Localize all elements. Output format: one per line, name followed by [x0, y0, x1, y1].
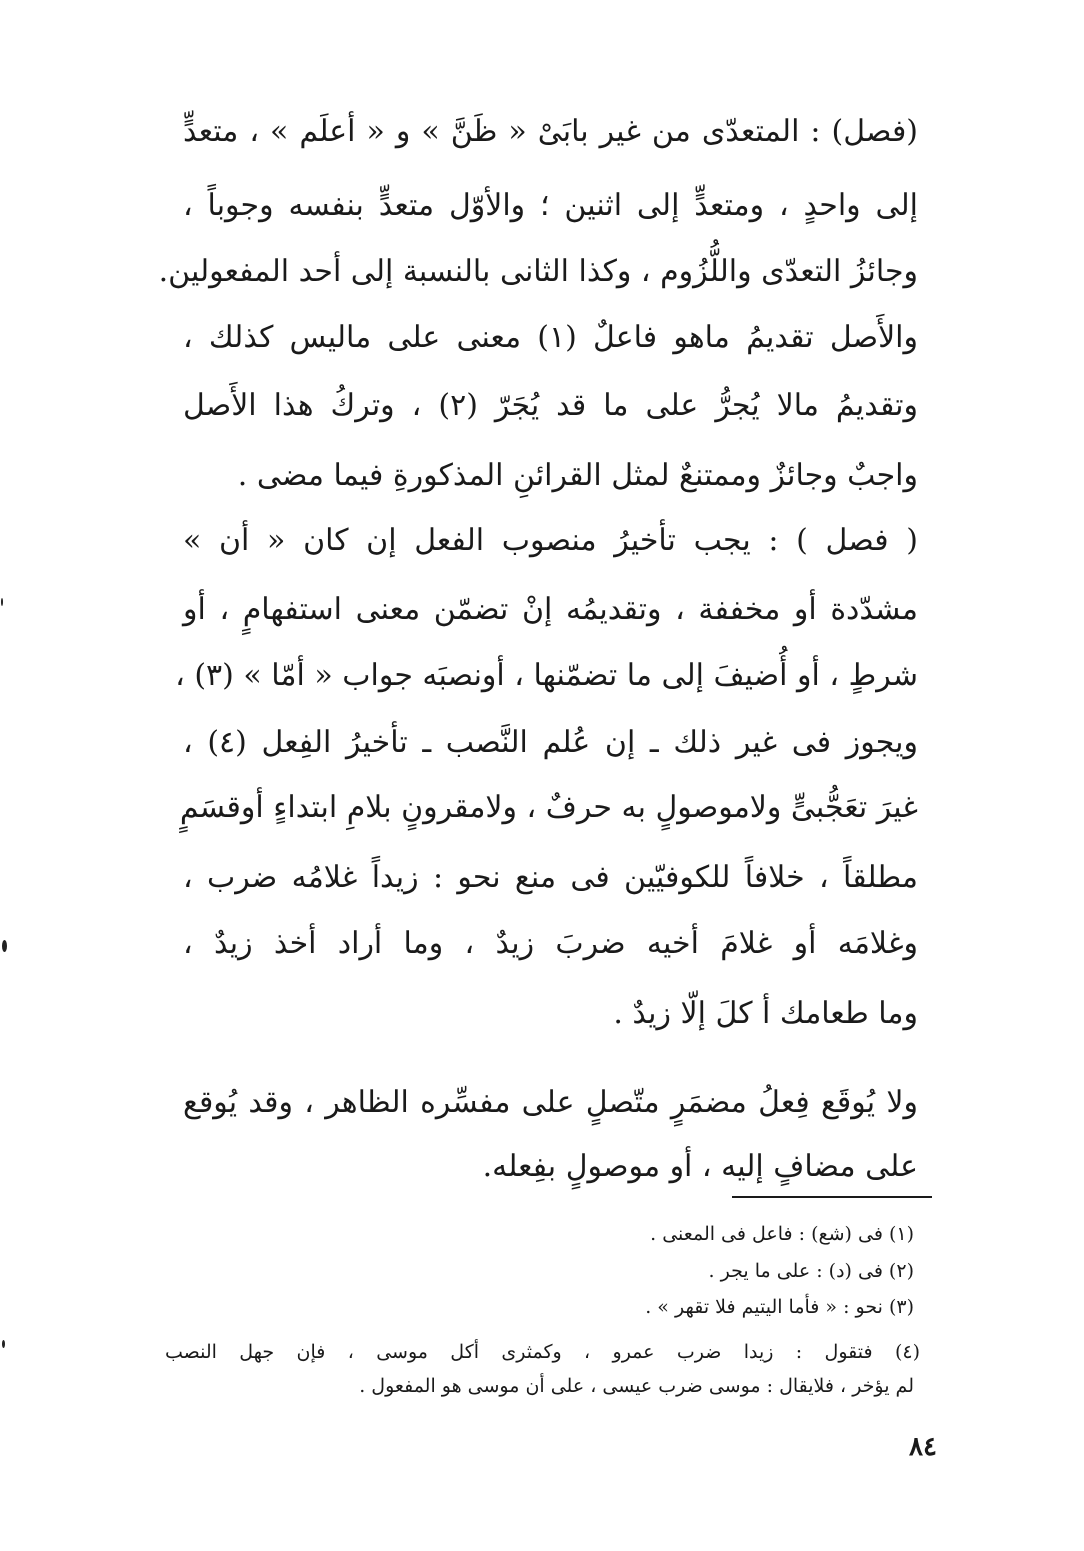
text-line-10: ويجوز فى غير ذلك ـ إن عُلم النَّصب ـ تأخيرُ الفِعل (٤) ، — [183, 725, 918, 760]
footnote-separator — [732, 1196, 932, 1198]
scan-mark — [2, 940, 7, 952]
footnote-3: (٣) نحو : « فأما اليتيم فلا تقهر » . — [645, 1296, 914, 1318]
text-line-14: وما طعامك أ كلَ إلّا زيدٌ . — [613, 996, 918, 1031]
text-line-12: مطلقاً ، خلافاً للكوفيّين فى منع نحو : زيداً غلامُه ضرب ، — [183, 860, 918, 895]
footnote-4: (٤) فتقول : زيدا ضرب عمرو ، وكمثرى أكل موسى ، فإن جهل النصب — [165, 1341, 920, 1363]
page-number: ٨٤ — [909, 1432, 937, 1462]
text-line-1: (فصل) : المتعدّى من غير بابَىْ « ظَنَّ » و « أعلَم » ، متعدٍّ — [183, 114, 918, 149]
text-line-4: والأَصل تقديمُ ماهو فاعلٌ (١) معنى على ماليس كذلك ، — [183, 320, 918, 355]
text-line-11: غيرَ تعَجُّبىٍّ ولاموصولٍ به حرفٌ ، ولامقرونٍ بلامِ ابتداءٍ أوقسَمٍ — [179, 790, 918, 825]
text-line-13: وغلامَه أو غلامَ أخيه ضربَ زيدٌ ، وما أراد أخذ زيدٌ ، — [183, 926, 918, 961]
footnote-2: (٢) فى (د) : على ما يجر . — [708, 1260, 914, 1282]
text-line-15: ولا يُوقَع فِعلُ مضمَرٍ متّصلٍ على مفسِّره الظاهر ، وقد يُوقع — [183, 1085, 918, 1120]
scan-mark — [1, 598, 3, 606]
text-line-9: شرطٍ ، أو أُضيفَ إلى ما تضمّنها ، أونصبَه جواب « أمّا » (٣) ، — [175, 658, 918, 693]
text-line-7: ( فصل ) : يجب تأخيرُ منصوب الفعل إن كان « أن » — [183, 523, 918, 558]
text-line-8: مشدّدة أو مخففة ، وتقديمُه إنْ تضمّن معنى استفهامٍ ، أو — [183, 592, 918, 627]
text-line-3: وجائزُ التعدّى واللُّزُوم ، وكذا الثانى بالنسبة إلى أحد المفعولين. — [158, 254, 918, 289]
text-line-6: واجبٌ وجائزٌ وممتنعٌ لمثل القرائنِ المذكورةِ فيما مضى . — [237, 458, 918, 493]
text-line-16: على مضافٍ إليه ، أو موصولٍ بفِعله. — [482, 1149, 918, 1184]
scan-mark — [2, 1340, 5, 1348]
footnote-1: (١) فى (شع) : فاعل فى المعنى . — [650, 1223, 914, 1245]
text-line-5: وتقديمُ مالا يُجرُّ على ما قد يُجَرّ (٢) ، وتركُ هذا الأَصل — [183, 388, 918, 423]
footnote-4-continued: لم يؤخر ، فلايقال : موسى ضرب عيسى ، على أن موسى هو المفعول . — [359, 1375, 914, 1397]
text-line-2: إلى واحدٍ ، ومتعدٍّ إلى اثنين ؛ والأوّل متعدٍّ بنفسه وجوباً ، — [183, 188, 918, 223]
